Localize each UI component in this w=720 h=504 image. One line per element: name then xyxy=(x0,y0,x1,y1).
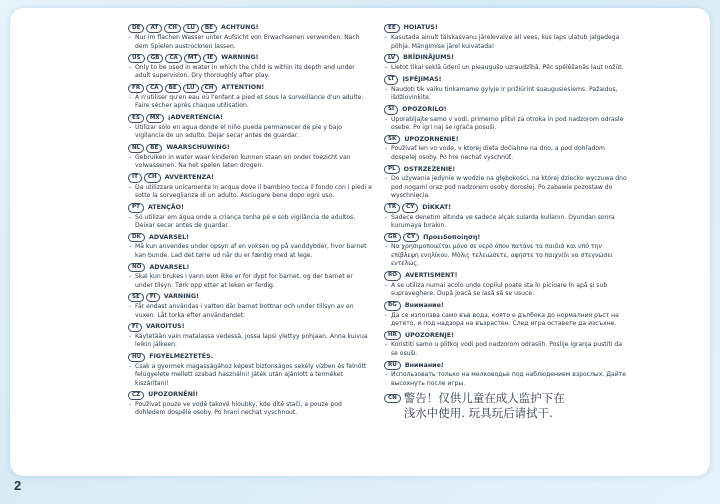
warning-text-row xyxy=(384,145,630,162)
country-code-badge: FR xyxy=(128,84,144,93)
warning-title: ĮSPĖJIMAS! xyxy=(402,75,442,83)
country-code-badge: HU xyxy=(128,353,145,362)
warning-title: BRĪDINĀJUMS! xyxy=(403,54,454,62)
warning-text-row xyxy=(128,184,372,201)
warning-block xyxy=(128,233,372,260)
warning-text-row xyxy=(384,86,630,103)
bullet-dash: - xyxy=(129,34,132,42)
warning-block xyxy=(128,144,372,171)
country-code-badge: RO xyxy=(384,271,401,280)
warning-header xyxy=(384,203,630,212)
country-code-badge: BG xyxy=(384,301,401,310)
warning-text: Naudoti tik vaiku tinkamame gylyje ir prižiūrint suaugusiesiems. Pažaidus, išdžiovinkite. xyxy=(391,85,618,101)
warning-text-row xyxy=(128,401,372,418)
warning-text-row xyxy=(128,273,372,290)
warning-block xyxy=(128,293,372,320)
warning-title: HOIATUS! xyxy=(403,24,438,32)
country-code-badge: DE xyxy=(128,24,144,33)
country-code-badge: PL xyxy=(384,165,400,174)
warning-text: Nur im flachen Wasser unter Aufsicht von Erwachsenen verwenden. Nach dem Spielen austrocknen lassen. xyxy=(135,34,360,50)
bullet-dash: - xyxy=(385,213,388,221)
country-code-badge: CY xyxy=(403,233,419,242)
warning-block xyxy=(128,263,372,290)
warning-header xyxy=(128,114,372,123)
warning-title: AVERTISMENT! xyxy=(405,271,458,279)
country-code-badge: US xyxy=(128,54,145,63)
bullet-dash: - xyxy=(129,303,132,311)
warning-header xyxy=(384,135,630,144)
warning-text-cn xyxy=(404,391,565,421)
warning-text-row xyxy=(384,312,630,329)
warning-header xyxy=(384,271,630,280)
country-code-badge: SK xyxy=(384,135,400,144)
country-code-badge: CY xyxy=(402,203,418,212)
bullet-dash: - xyxy=(129,153,132,161)
warning-text-row xyxy=(384,214,630,231)
page-number: 2 xyxy=(14,478,22,493)
country-code-badge: HR xyxy=(384,331,401,340)
country-code-badge: LU xyxy=(183,24,199,33)
warning-text: Kasutada ainult täiskasvanu järelevalve all vees, kus laps ulatub jalgadega põhja. Mängimise järel kuivatada! xyxy=(391,34,620,50)
bullet-dash: - xyxy=(385,64,388,72)
warning-text: Csak a gyermek magasságához képest biztonságos sekély vízben és felnőtt felügyelete mellett szabad használni! Játék után ajánlott a terméket kiszárítani! xyxy=(135,363,367,387)
warning-text: Gebruiken in water waar kinderen kunnen staan en onder toezicht van volwassenen. Na het spelen laten drogen. xyxy=(135,153,351,170)
bullet-dash: - xyxy=(129,183,132,191)
warning-block xyxy=(128,353,372,388)
warning-title: VARNING! xyxy=(163,293,199,301)
country-code-badge: CH xyxy=(164,24,181,33)
warning-text-row xyxy=(128,64,372,81)
warning-title: Внимание! xyxy=(404,301,444,309)
warning-text-row xyxy=(128,333,372,350)
warning-title: ADVARSEL! xyxy=(149,263,190,271)
warning-text: Får endast användas i vatten där barnet bottnar och under tillsyn av en vuxen. Låt torka efter användandet. xyxy=(135,303,354,319)
warning-title: WARNING! xyxy=(221,54,259,62)
country-code-badge: MX xyxy=(146,114,164,123)
warning-block xyxy=(128,323,372,350)
country-code-badge: CA xyxy=(165,54,181,63)
warning-title: ACHTUNG! xyxy=(221,24,259,32)
country-code-badge: IE xyxy=(203,54,217,63)
warning-text: Só utilizar em água onde a criança tenha pé e sob vigilância de adultos. Deixar secar antes de guardar. xyxy=(135,213,356,229)
warning-header xyxy=(384,331,630,340)
warning-block xyxy=(384,75,630,102)
country-code-badge: CZ xyxy=(128,391,144,400)
warning-block xyxy=(384,271,630,298)
warning-block xyxy=(128,114,372,141)
warning-block xyxy=(384,165,630,200)
warning-header xyxy=(128,323,372,332)
bullet-dash: - xyxy=(129,273,132,281)
warning-block-cn xyxy=(384,391,630,421)
left-column xyxy=(128,24,372,421)
warning-text: A se utiliza numai acolo unde copilul poate sta în picioare în apă și sub supraveghere. După joacă se lasă să se usuce. xyxy=(391,281,608,297)
warning-header xyxy=(384,233,630,242)
warning-text-row xyxy=(384,64,630,72)
warning-header xyxy=(128,144,372,153)
warning-title: Внимание! xyxy=(404,361,444,369)
country-code-badge: CN xyxy=(384,394,401,403)
warning-block xyxy=(384,135,630,162)
warning-header xyxy=(128,263,372,272)
bullet-dash: - xyxy=(385,34,388,42)
warning-header xyxy=(384,75,630,84)
warning-block xyxy=(128,24,372,51)
warning-header xyxy=(128,293,372,302)
country-code-badge: NO xyxy=(128,263,145,272)
bullet-dash: - xyxy=(129,123,132,131)
right-column xyxy=(384,24,630,421)
country-code-badge: GR xyxy=(384,233,401,242)
warning-block xyxy=(384,301,630,328)
country-code-badge: IT xyxy=(128,173,142,182)
warning-title: ¡ADVERTENCIA! xyxy=(167,114,224,122)
country-code-badge: CH xyxy=(144,173,161,182)
warning-text-row xyxy=(128,124,372,141)
warning-text: Να χρησιμοποιείται μόνο σε νερό όπου πατάνε τα παιδιά και υπό την επίβλεψη ενηλίκου. Μόλις τελειώσετε, αφήστε το παιχνίδι να στεγνώσει εντελώς. xyxy=(391,243,613,268)
warning-block xyxy=(384,361,630,388)
warning-block xyxy=(128,391,372,418)
warning-title: ADVARSEL! xyxy=(148,233,189,241)
warning-header xyxy=(128,54,372,63)
warning-text: Må kun anvendes under opsyn af en voksen og på vanddybder, hvor barnet kan bunde. Lad det tørre ud når du er færdig med at lege. xyxy=(135,243,367,259)
warning-text: Sadece denetim altında ve sadece alçak sularda kullanın. Oyundan sonra kurumaya bırakın. xyxy=(391,213,615,229)
country-code-badge: TR xyxy=(384,203,400,212)
warning-header xyxy=(128,391,372,400)
warning-text: Skal kun brukes i vann som ikke er for dypt for barnet, og der barnet er under tilsyn. Tørk opp etter at leken er ferdig. xyxy=(135,273,353,289)
warning-text-row xyxy=(128,154,372,171)
warning-text-row xyxy=(384,371,630,388)
warning-text-row xyxy=(128,34,372,51)
warning-block xyxy=(384,105,630,132)
warning-text-row xyxy=(384,175,630,200)
warning-header xyxy=(384,105,630,114)
country-code-badge: SE xyxy=(128,293,144,302)
bullet-dash: - xyxy=(129,93,132,101)
warning-text: Uporabljajte samo v vodi, primerno plitvi za otroka in pod nadzorom odrasle osebe. Po igri naj se igrača posuši. xyxy=(391,115,624,131)
country-code-badge: FI xyxy=(146,293,160,302)
warning-text: Lietot tikai seklā ūdenī un pieaugušo uzraudzībā. Pēc spēlēšanās ļaut nožūt. xyxy=(391,64,624,72)
warning-text-row xyxy=(128,214,372,231)
bullet-dash: - xyxy=(129,333,132,341)
warning-text-row xyxy=(128,94,372,111)
warning-block xyxy=(384,203,630,230)
country-code-badge: ES xyxy=(128,114,144,123)
bullet-dash: - xyxy=(385,341,388,349)
warning-title: UPOZORENJE! xyxy=(405,331,454,339)
warning-text: Koristiti samo u plitkoj vodi pod nadzorom odraslih. Poslije igranja pustiti da se osuši. xyxy=(391,341,623,357)
warning-card xyxy=(10,8,710,476)
warning-header xyxy=(128,233,372,242)
warning-title: Προειδοποίηση! xyxy=(423,233,481,241)
country-code-badge: GB xyxy=(147,54,164,63)
warning-text: Používat pouze ve vodě takové hloubky, kde dítě stačí, a pouze pod dohledem dospělé osoby. Po hraní nechat vyschnout. xyxy=(135,401,342,417)
warning-text: Utilizar sólo en agua donde el niño pueda permanecer de pie y bajo vigilancia de un adulto. Dejar secar antes de guardar. xyxy=(135,123,342,140)
warning-header xyxy=(128,353,372,362)
warning-header-cn xyxy=(384,391,630,421)
bullet-dash: - xyxy=(385,145,388,153)
warning-text-cn-line: 警告！仅供儿童在成人监护下在 xyxy=(403,390,565,405)
warning-text-row xyxy=(128,303,372,320)
warning-title: UPOZORNENIE! xyxy=(404,135,459,143)
warning-text: Käytetään vain matalassa vedessä, jossa lapsi ylettyy pohjaan. Anna kuivua leikin jälkeen. xyxy=(135,333,368,349)
bullet-dash: - xyxy=(385,243,388,251)
warning-text-row xyxy=(128,363,372,388)
country-code-badge: LU xyxy=(183,84,199,93)
bullet-dash: - xyxy=(129,213,132,221)
warning-block xyxy=(384,54,630,73)
country-code-badge: RU xyxy=(384,361,401,370)
warning-text: Do używania jedynie w wodzie na głębokości, na której dziecko wyczuwa dno pod nogami oraz pod nadzorem osoby dorosłej. Po zabawie pozostaw do wyschnięcia. xyxy=(391,175,627,199)
country-code-badge: CA xyxy=(146,84,162,93)
warning-header xyxy=(128,173,372,182)
bullet-dash: - xyxy=(385,311,388,319)
warning-block xyxy=(128,203,372,230)
country-code-badge: BE xyxy=(146,144,162,153)
country-code-badge: SI xyxy=(384,105,398,114)
warning-title: DİKKAT! xyxy=(422,203,452,211)
warning-title: ATENÇÃO! xyxy=(147,203,184,211)
warning-text-row xyxy=(384,116,630,133)
bullet-dash: - xyxy=(129,243,132,251)
country-code-badge: BE xyxy=(165,84,181,93)
warning-text: Používať len vo vode, v ktorej dieťa dočiahne na dno, a pod dohľadom dospelej osoby. Po hre nechať vyschnúť. xyxy=(391,145,605,161)
warning-text-row xyxy=(384,34,630,51)
warning-text: Da utilizzare unicamente in acqua dove il bambino tocca il fondo con i piedi e sotto la sorveglianza di un adulto. Asciugare bene dopo ogni uso. xyxy=(135,183,372,199)
warning-text-cn-line: 浅水中使用. 玩具玩后请拭干. xyxy=(403,405,553,420)
bullet-dash: - xyxy=(385,85,388,93)
bullet-dash: - xyxy=(129,363,132,370)
warning-header xyxy=(384,24,630,33)
warning-header xyxy=(384,165,630,174)
warning-block xyxy=(128,84,372,111)
bullet-dash: - xyxy=(385,281,388,289)
warning-title: UPOZORNĚNÍ! xyxy=(148,391,199,399)
warning-header xyxy=(384,54,630,63)
warning-header xyxy=(128,203,372,212)
country-code-badge: EE xyxy=(384,24,400,33)
warning-title: WAARSCHUWING! xyxy=(166,144,230,152)
bullet-dash: - xyxy=(129,401,132,409)
warning-text: Использовать только на мелководье под наблюдением взрослых. Дайте высохнуть после игры. xyxy=(391,371,626,387)
warning-header xyxy=(384,361,630,370)
warning-block xyxy=(384,331,630,358)
warning-title: AVVERTENZA! xyxy=(164,173,214,181)
warning-text: Only to be used in water in which the child is within its depth and under adult supervision. Dry thoroughly after play. xyxy=(135,64,355,80)
country-code-badge: PT xyxy=(128,203,144,212)
warning-title: FIGYELMEZTETÉS. xyxy=(149,353,214,361)
warning-text-row xyxy=(384,341,630,358)
warning-title: OPOZORILO! xyxy=(402,105,447,113)
warning-title: OSTRZEŻENIE! xyxy=(403,165,456,173)
bullet-dash: - xyxy=(385,115,388,123)
country-code-badge: NL xyxy=(128,144,144,153)
warning-text-row xyxy=(128,243,372,260)
country-code-badge: LV xyxy=(384,54,399,63)
bullet-dash: - xyxy=(385,371,388,379)
country-code-badge: AT xyxy=(146,24,162,33)
country-code-badge: FI xyxy=(128,323,142,332)
warning-text-row xyxy=(384,243,630,268)
warning-title: ATTENTION! xyxy=(221,84,265,92)
country-code-badge: DK xyxy=(128,233,145,242)
warning-header xyxy=(128,24,372,33)
bullet-dash: - xyxy=(129,64,132,72)
warning-title: VAROITUS! xyxy=(145,323,185,331)
warning-text: Да се използва само във вода, която е дълбока до нормалния ръст на детето, и под надзора на възрастен. След игра оставете да изсъхне. xyxy=(391,311,619,327)
warning-block xyxy=(128,54,372,81)
warning-text-row xyxy=(384,282,630,299)
warning-block xyxy=(128,173,372,200)
warning-header xyxy=(384,301,630,310)
warning-block xyxy=(384,233,630,268)
country-code-badge: BE xyxy=(201,24,217,33)
bullet-dash: - xyxy=(385,175,388,183)
warning-block xyxy=(384,24,630,51)
warning-header xyxy=(128,84,372,93)
country-code-badge: CH xyxy=(201,84,218,93)
country-code-badge: LT xyxy=(384,75,398,84)
warning-text: À n'utiliser qu'en eau où l'enfant a pied et sous la surveillance d'un adulte. Faire sécher après chaque utilisation. xyxy=(135,93,364,110)
country-code-badge: MT xyxy=(184,54,201,63)
